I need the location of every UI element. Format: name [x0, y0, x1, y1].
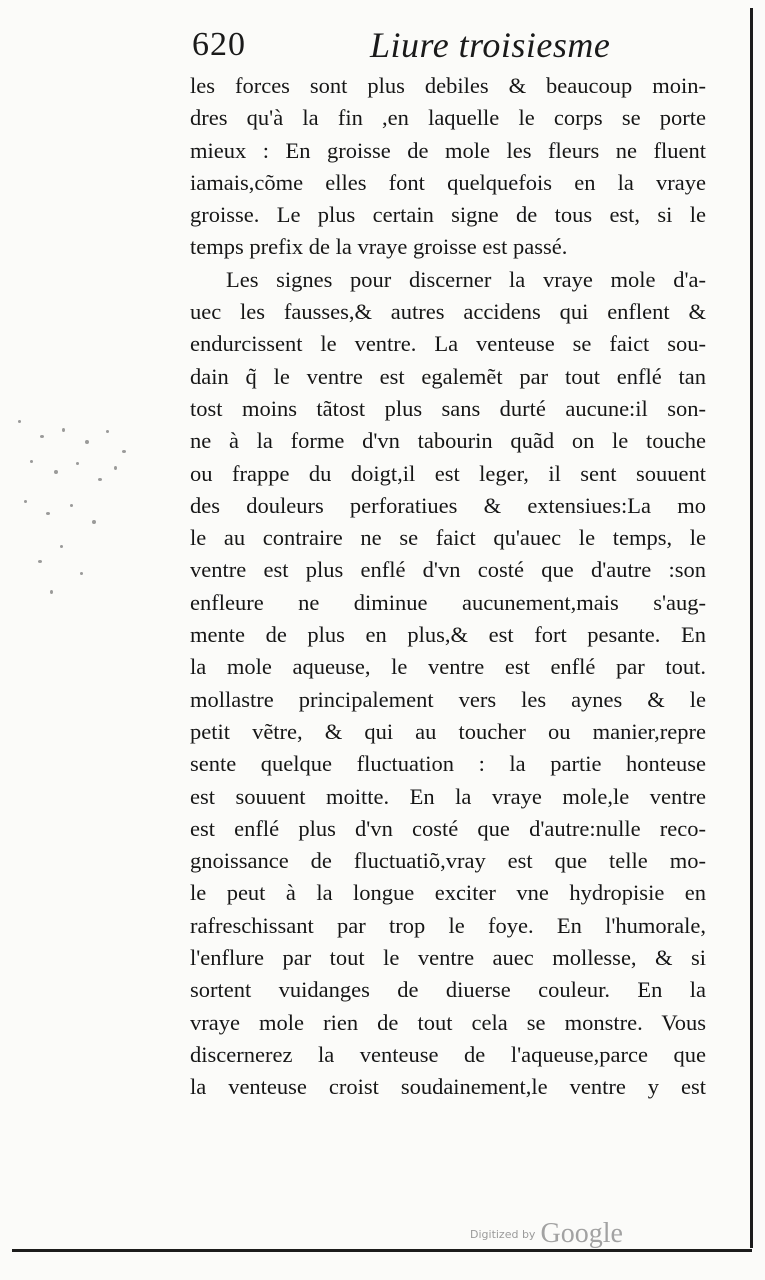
page-number: 620 — [192, 26, 246, 63]
text-line: l'enflure par tout le ventre auec mollesse, & si — [190, 945, 706, 971]
text-line: ventre est plus enflé d'vn costé que d'autre :son — [190, 557, 706, 583]
page-header — [192, 20, 712, 70]
text-line: rafreschissant par trop le foye. En l'humorale, — [190, 912, 706, 938]
text-line: dain q̃ le ventre est egalemẽt par tout enflé tan — [190, 363, 706, 389]
body-text — [190, 70, 706, 1104]
text-line: sortent vuidanges de diuerse couleur. En la — [190, 977, 706, 1003]
text-line: les forces sont plus debiles & beaucoup moin- — [190, 73, 706, 98]
text-line: mieux : En groisse de mole les fleurs ne fluent — [190, 137, 706, 163]
text-line: discernerez la venteuse de l'aqueuse,parce que — [190, 1041, 706, 1067]
page-edge-shadow-right — [750, 8, 753, 1248]
text-line: le peut à la longue exciter vne hydropisie en — [190, 880, 706, 906]
text-line: sente quelque fluctuation : la partie honteuse — [190, 751, 706, 777]
running-head: Liure troisiesme — [370, 25, 611, 65]
text-line: vraye mole rien de tout cela se monstre. Vous — [190, 1009, 706, 1035]
text-line: petit vẽtre, & qui au toucher ou manier,repre — [190, 718, 706, 744]
text-line: est enflé plus d'vn costé que d'autre:nulle reco- — [190, 815, 706, 841]
text-line: groisse. Le plus certain signe de tous est, si le — [190, 202, 706, 228]
text-line: temps prefix de la vraye groisse est passé. — [190, 234, 568, 260]
text-line: est souuent moitte. En la vraye mole,le ventre — [190, 783, 706, 809]
text-line: dres qu'à la fin ,en laquelle le corps se porte — [190, 105, 706, 131]
text-line: ne à la forme d'vn tabourin quãd on le touche — [190, 428, 706, 454]
text-line: mollastre principalement vers les aynes & le — [190, 686, 706, 712]
text-line: mente de plus en plus,& est fort pesante. En — [190, 622, 706, 648]
digitized-by-google-watermark — [470, 1218, 623, 1250]
text-line: la mole aqueuse, le ventre est enflé par tout. — [190, 654, 706, 680]
text-line: enfleure ne diminue aucunement,mais s'aug- — [190, 589, 706, 615]
text-line: uec les fausses,& autres accidens qui enflent & — [190, 299, 706, 325]
page-edge-shadow-bottom — [12, 1249, 752, 1252]
watermark-prefix: Digitized by — [470, 1228, 536, 1241]
ink-smudge — [10, 400, 140, 600]
text-line: des douleurs perforatiues & extensiues:La mo — [190, 492, 706, 518]
text-line: ou frappe du doigt,il est leger, il sent souuent — [190, 460, 706, 486]
text-line: le au contraire ne se faict qu'auec le temps, le — [190, 525, 706, 551]
text-line: gnoissance de fluctuatiõ,vray est que telle mo- — [190, 848, 706, 874]
google-logo: Google — [540, 1218, 623, 1249]
paragraph-start-line: Les signes pour discerner la vraye mole d'a- — [226, 266, 706, 292]
text-line: endurcissent le ventre. La venteuse se faict sou- — [190, 331, 706, 357]
text-line: iamais,cõme elles font quelquefois en la vraye — [190, 169, 706, 195]
text-line: la venteuse croist soudainement,le ventre y est — [190, 1074, 706, 1100]
text-line: tost moins tãtost plus sans durté aucune:il son- — [190, 395, 706, 421]
